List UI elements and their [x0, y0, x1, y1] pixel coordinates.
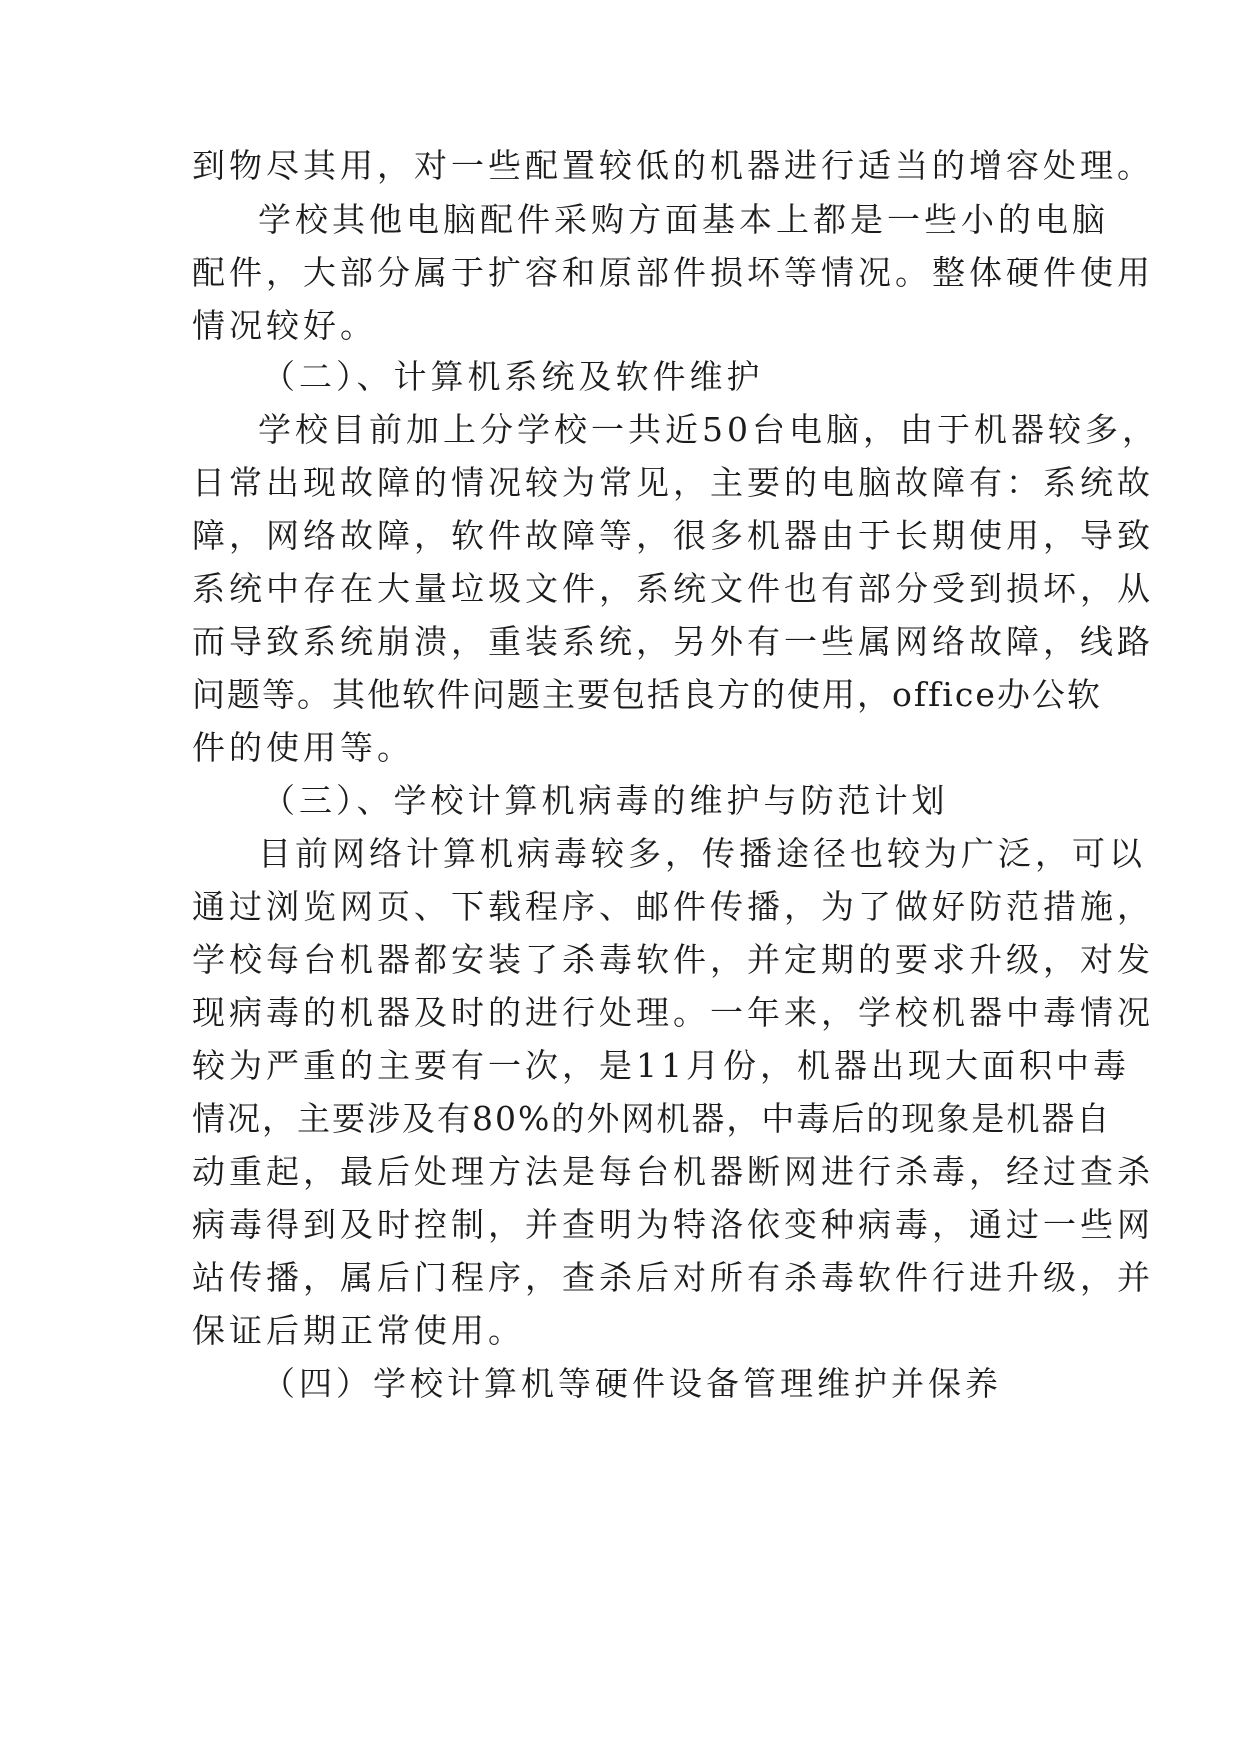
paragraph-line: 情况，主要涉及有80%的外网机器，中毒后的现象是机器自: [192, 1099, 1112, 1138]
paragraph-line: 到物尽其用，对一些配置较低的机器进行适当的增容处理。: [192, 146, 1154, 185]
paragraph-line: 目前网络计算机病毒较多，传播途径也较为广泛，可以: [258, 834, 1146, 873]
section-heading: （三）、学校计算机病毒的维护与防范计划: [262, 781, 949, 820]
paragraph-line: 配件，大部分属于扩容和原部件损坏等情况。整体硬件使用: [192, 253, 1154, 292]
paragraph-line: 通过浏览网页、下载程序、邮件传播，为了做好防范措施，: [192, 887, 1154, 926]
paragraph-line: 学校目前加上分学校一共近50台电脑，由于机器较多，: [258, 410, 1159, 449]
section-heading: （二）、计算机系统及软件维护: [262, 357, 764, 396]
section-heading: （四）学校计算机等硬件设备管理维护并保养: [262, 1364, 1002, 1403]
paragraph-line: 保证后期正常使用。: [192, 1311, 525, 1350]
paragraph-line: 学校其他电脑配件采购方面基本上都是一些小的电脑: [258, 200, 1109, 239]
paragraph-line: 系统中存在大量垃圾文件，系统文件也有部分受到损坏，从: [192, 569, 1154, 608]
paragraph-line: 日常出现故障的情况较为常见，主要的电脑故障有：系统故: [192, 463, 1154, 502]
paragraph-line: 情况较好。: [192, 306, 377, 345]
paragraph-line: 学校每台机器都安装了杀毒软件，并定期的要求升级，对发: [192, 940, 1154, 979]
paragraph-line: 现病毒的机器及时的进行处理。一年来，学校机器中毒情况: [192, 993, 1154, 1032]
paragraph-line: 较为严重的主要有一次，是11月份，机器出现大面积中毒: [192, 1046, 1130, 1085]
paragraph-line: 件的使用等。: [192, 728, 414, 767]
paragraph-line: 障，网络故障，软件故障等，很多机器由于长期使用，导致: [192, 516, 1154, 555]
paragraph-line: 病毒得到及时控制，并查明为特洛依变种病毒，通过一些网: [192, 1205, 1154, 1244]
paragraph-line: 问题等。其他软件问题主要包括良方的使用，office办公软: [192, 675, 1102, 714]
paragraph-line: 站传播，属后门程序，查杀后对所有杀毒软件行进升级，并: [192, 1258, 1154, 1297]
paragraph-line: 动重起，最后处理方法是每台机器断网进行杀毒，经过查杀: [192, 1152, 1154, 1191]
paragraph-line: 而导致系统崩溃，重装系统，另外有一些属网络故障，线路: [192, 622, 1154, 661]
